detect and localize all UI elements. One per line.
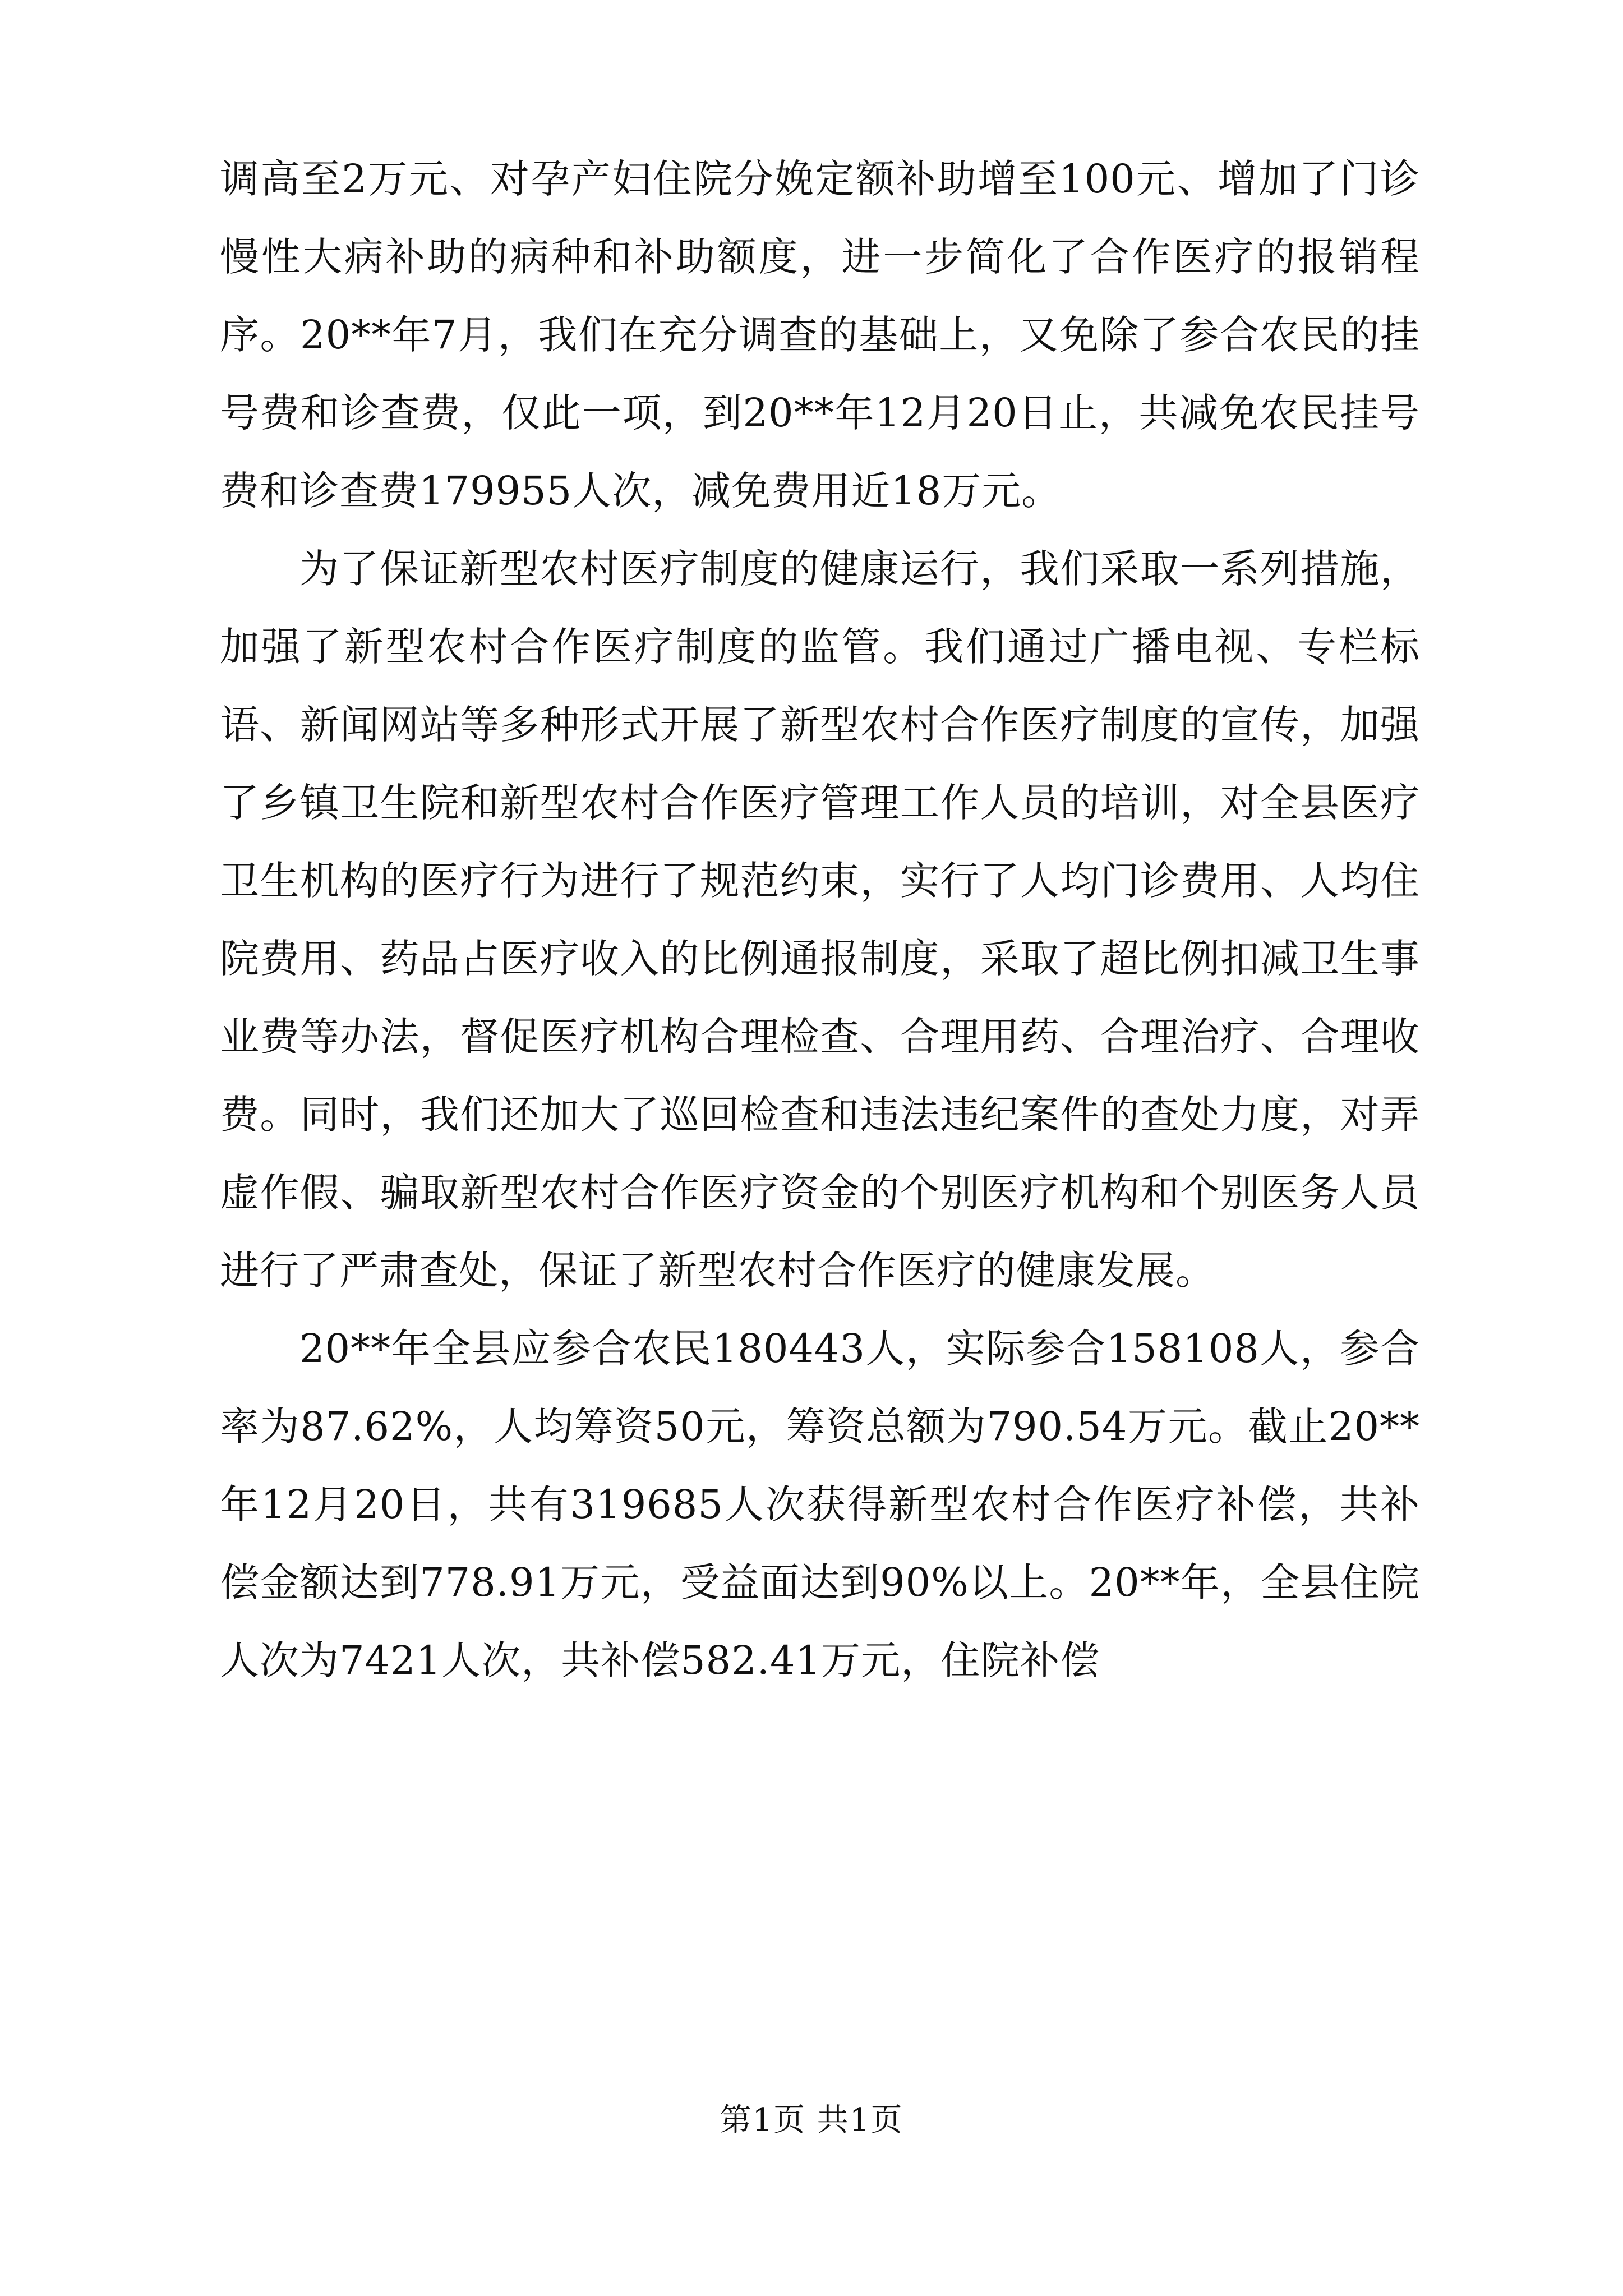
- paragraph-2: 为了保证新型农村医疗制度的健康运行，我们采取一系列措施，加强了新型农村合作医疗制度的监管。我们通过广播电视、专栏标语、新闻网站等多种形式开展了新型农村合作医疗制度的宣传，加强了乡镇卫生院和新型农村合作医疗管理工作人员的培训，对全县医疗卫生机构的医疗行为进行了规范约束，实行了人均门诊费用、人均住院费用、药品占医疗收入的比例通报制度，采取了超比例扣减卫生事业费等办法，督促医疗机构合理检查、合理用药、合理治疗、合理收费。同时，我们还加大了巡回检查和违法违纪案件的查处力度，对弄虚作假、骗取新型农村合作医疗资金的个别医疗机构和个别医务人员进行了严肃查处，保证了新型农村合作医疗的健康发展。: [220, 546, 1420, 1294]
- paragraph-1: 调高至2万元、对孕产妇住院分娩定额补助增至100元、增加了门诊慢性大病补助的病种和补助额度，进一步简化了合作医疗的报销程序。20**年7月，我们在充分调查的基础上，又免除了参合农民的挂号费和诊查费，仅此一项，到20**年12月20日止，共减免农民挂号费和诊查费179955人次，减免费用近18万元。: [220, 156, 1420, 514]
- document-body: [220, 140, 1420, 1700]
- paragraph-3: 20**年全县应参合农民180443人，实际参合158108人，参合率为87.62%，人均筹资50元，筹资总额为790.54万元。截止20**年12月20日，共有319685人次获得新型农村合作医疗补偿，共补偿金额达到778.91万元，受益面达到90%以上。20**年，全县住院人次为7421人次，共补偿582.41万元，住院补偿: [220, 1326, 1420, 1683]
- page-footer: 第1页 共1页: [720, 2102, 903, 2138]
